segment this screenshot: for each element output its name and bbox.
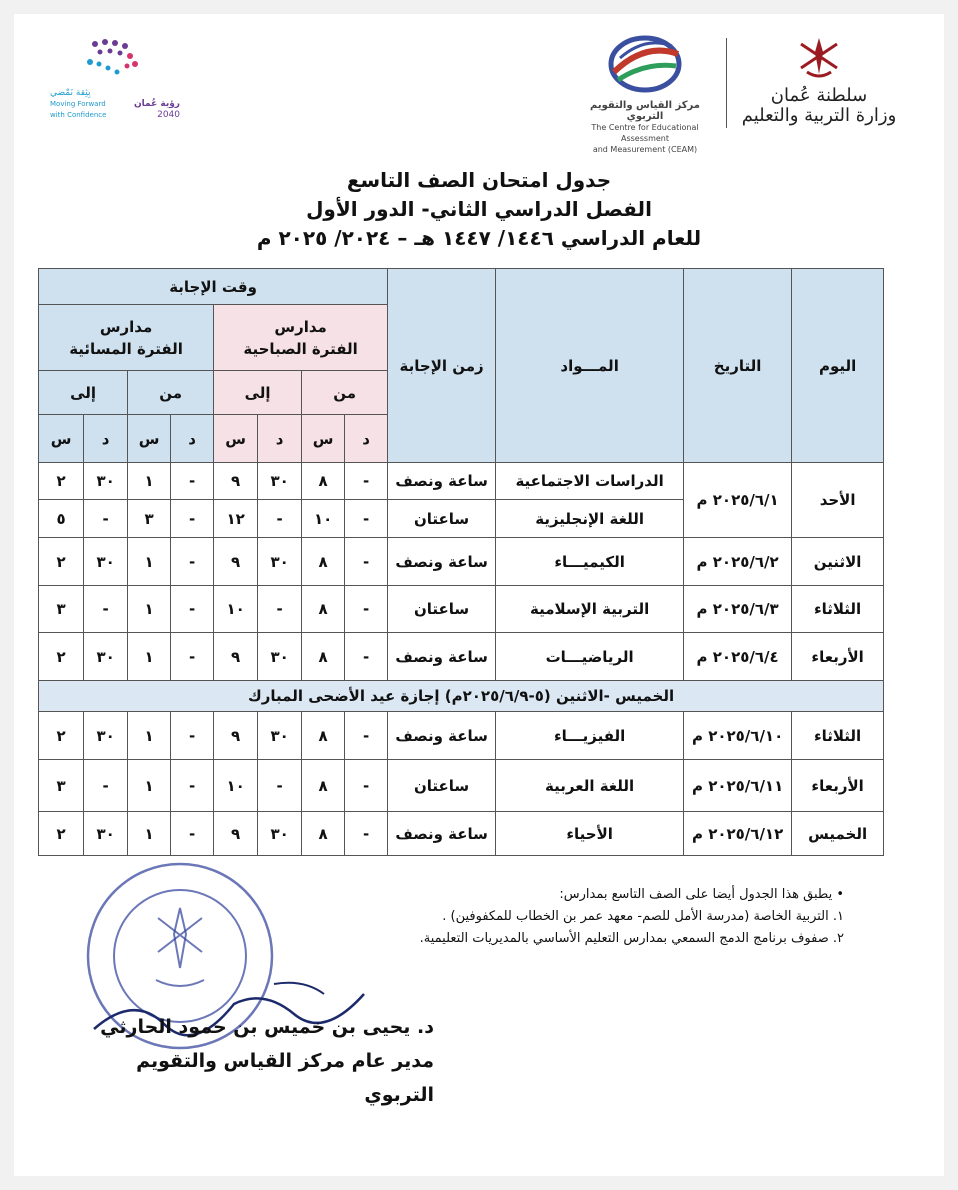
cell-morning-to-minute: - <box>258 760 302 812</box>
cell-date: ٢٠٢٥/٦/٤ م <box>684 633 792 681</box>
header-evening-from: من <box>128 371 214 415</box>
cell-morning-from-minute: - <box>345 712 388 760</box>
cell-subject: الفيزيـــاء <box>496 712 684 760</box>
cell-evening-to-hour: ٢ <box>39 633 84 681</box>
cell-morning-from-hour: ٨ <box>302 538 345 586</box>
cell-evening-from-minute: - <box>171 538 214 586</box>
cell-evening-to-hour: ٢ <box>39 463 84 500</box>
vision-tagline-ar: بِثِقة نَمْضي <box>50 88 91 98</box>
cell-day: الثلاثاء <box>792 586 884 633</box>
ceam-name-en-1: The Centre for Educational Assessment <box>591 123 699 143</box>
note-line-1: • يطبق هذا الجدول أيضا على الصف التاسع بمدارس: <box>559 887 844 902</box>
cell-evening-to-minute: ٣٠ <box>84 712 128 760</box>
cell-duration: ساعتان <box>388 500 496 538</box>
cell-duration: ساعة ونصف <box>388 812 496 856</box>
vision-dots-icon <box>75 34 155 84</box>
title-line-1: جدول امتحان الصف التاسع <box>346 168 612 192</box>
signatory-name: د. يحيى بن خميس بن حمود الحارثي <box>100 1016 434 1038</box>
cell-morning-to-hour: ٩ <box>214 812 258 856</box>
header-hour: س <box>39 415 84 463</box>
header-duration: زمن الإجابة <box>388 269 496 463</box>
table-row <box>39 760 884 812</box>
holiday-notice: الخميس -الاثنين (٥-٢٠٢٥/٦/٩م) إجازة عيد الأضحى المبارك <box>39 681 884 712</box>
cell-subject: اللغة الإنجليزية <box>496 500 684 538</box>
exam-schedule-table <box>38 268 884 856</box>
header-minute: د <box>345 415 388 463</box>
cell-evening-to-minute: ٣٠ <box>84 812 128 856</box>
cell-morning-to-hour: ٩ <box>214 712 258 760</box>
header-morning-from: من <box>302 371 388 415</box>
header-minute: د <box>84 415 128 463</box>
vision-tagline-en-2: with Confidence <box>50 111 107 119</box>
table-row <box>39 812 884 856</box>
cell-evening-to-hour: ٢ <box>39 812 84 856</box>
cell-day: الأربعاء <box>792 760 884 812</box>
notes <box>284 884 844 950</box>
cell-evening-to-minute: - <box>84 760 128 812</box>
cell-date: ٢٠٢٥/٦/١٢ م <box>684 812 792 856</box>
cell-subject: الأحياء <box>496 812 684 856</box>
header-subject: المـــواد <box>496 269 684 463</box>
cell-morning-to-hour: ٩ <box>214 538 258 586</box>
title-line-2: الفصل الدراسي الثاني- الدور الأول <box>306 197 652 221</box>
cell-evening-from-hour: ١ <box>128 463 171 500</box>
cell-morning-to-minute: ٣٠ <box>258 812 302 856</box>
cell-duration: ساعة ونصف <box>388 633 496 681</box>
cell-subject: الرياضيـــات <box>496 633 684 681</box>
cell-evening-from-minute: - <box>171 500 214 538</box>
title-line-3: للعام الدراسي ١٤٤٦/ ١٤٤٧ هـ – ٢٠٢٤/ ٢٠٢٥ م <box>256 226 702 250</box>
cell-morning-from-hour: ٨ <box>302 812 345 856</box>
cell-evening-to-minute: - <box>84 500 128 538</box>
cell-date: ٢٠٢٥/٦/٢ م <box>684 538 792 586</box>
header-hour: س <box>302 415 345 463</box>
table-row <box>39 712 884 760</box>
cell-evening-to-hour: ٣ <box>39 760 84 812</box>
cell-day: الثلاثاء <box>792 712 884 760</box>
header-minute: د <box>171 415 214 463</box>
cell-morning-from-minute: - <box>345 586 388 633</box>
cell-date: ٢٠٢٥/٦/١١ م <box>684 760 792 812</box>
cell-morning-to-hour: ٩ <box>214 463 258 500</box>
cell-morning-from-hour: ٨ <box>302 633 345 681</box>
cell-evening-from-minute: - <box>171 586 214 633</box>
cell-duration: ساعة ونصف <box>388 463 496 500</box>
header-hour: س <box>214 415 258 463</box>
ceam-logo <box>570 32 720 155</box>
cell-evening-from-hour: ٣ <box>128 500 171 538</box>
cell-duration: ساعة ونصف <box>388 538 496 586</box>
cell-morning-to-minute: ٣٠ <box>258 633 302 681</box>
note-line-2: ١. التربية الخاصة (مدرسة الأمل للصم- معهد عمر بن الخطاب للمكفوفين) . <box>442 909 844 924</box>
cell-day: الأربعاء <box>792 633 884 681</box>
cell-day: الخميس <box>792 812 884 856</box>
cell-evening-from-minute: - <box>171 812 214 856</box>
cell-evening-from-hour: ١ <box>128 633 171 681</box>
cell-date: ٢٠٢٥/٦/٣ م <box>684 586 792 633</box>
note-line-3: ٢. صفوف برنامج الدمج السمعي بمدارس التعليم الأساسي بالمديريات التعليمية. <box>419 931 844 946</box>
cell-evening-from-hour: ١ <box>128 812 171 856</box>
header-divider <box>726 38 727 128</box>
table-row <box>39 538 884 586</box>
cell-evening-to-minute: - <box>84 586 128 633</box>
cell-duration: ساعتان <box>388 586 496 633</box>
cell-morning-from-minute: - <box>345 538 388 586</box>
cell-evening-from-hour: ١ <box>128 712 171 760</box>
header-date: التاريخ <box>684 269 792 463</box>
cell-morning-to-hour: ١٠ <box>214 760 258 812</box>
header-answer-time: وقت الإجابة <box>39 269 388 305</box>
cell-subject: التربية الإسلامية <box>496 586 684 633</box>
cell-duration: ساعة ونصف <box>388 712 496 760</box>
cell-evening-to-minute: ٣٠ <box>84 633 128 681</box>
ceam-globe-icon <box>600 32 690 96</box>
header-morning-schools: مدارس الفترة الصباحية <box>214 305 388 371</box>
cell-evening-from-minute: - <box>171 463 214 500</box>
cell-evening-from-hour: ١ <box>128 538 171 586</box>
cell-morning-from-hour: ٨ <box>302 760 345 812</box>
cell-evening-to-minute: ٣٠ <box>84 463 128 500</box>
cell-evening-from-hour: ١ <box>128 760 171 812</box>
cell-evening-from-hour: ١ <box>128 586 171 633</box>
cell-evening-from-minute: - <box>171 633 214 681</box>
cell-evening-to-hour: ٥ <box>39 500 84 538</box>
cell-morning-to-hour: ١٢ <box>214 500 258 538</box>
cell-subject: اللغة العربية <box>496 760 684 812</box>
ceam-name-en-2: and Measurement (CEAM) <box>592 145 698 154</box>
cell-evening-to-hour: ٢ <box>39 538 84 586</box>
cell-morning-from-minute: - <box>345 633 388 681</box>
holiday-row <box>39 681 884 712</box>
vision-name-ar: رؤية عُمان <box>134 99 180 109</box>
cell-morning-to-minute: ٣٠ <box>258 712 302 760</box>
document-titles <box>14 166 944 253</box>
cell-morning-from-minute: - <box>345 812 388 856</box>
cell-subject: الدراسات الاجتماعية <box>496 463 684 500</box>
cell-evening-to-hour: ٢ <box>39 712 84 760</box>
cell-morning-to-hour: ٩ <box>214 633 258 681</box>
cell-duration: ساعتان <box>388 760 496 812</box>
vision-2040-logo <box>50 34 180 121</box>
cell-evening-from-minute: - <box>171 712 214 760</box>
vision-year: 2040 <box>157 110 180 120</box>
cell-morning-from-hour: ٨ <box>302 712 345 760</box>
khanjar-emblem-icon <box>789 34 849 82</box>
header-evening-to: إلى <box>39 371 128 415</box>
cell-morning-from-minute: - <box>345 463 388 500</box>
cell-day: الاثنين <box>792 538 884 586</box>
cell-morning-from-hour: ٨ <box>302 463 345 500</box>
signature-block <box>84 1010 434 1112</box>
cell-morning-from-minute: - <box>345 500 388 538</box>
vision-tagline-en-1: Moving Forward <box>50 100 106 108</box>
table-row <box>39 633 884 681</box>
table-row <box>39 463 884 500</box>
cell-date: ٢٠٢٥/٦/١٠ م <box>684 712 792 760</box>
cell-morning-from-hour: ١٠ <box>302 500 345 538</box>
ceam-name-ar: مركز القياس والتقويم التربوي <box>590 100 700 122</box>
moe-logo <box>734 34 904 126</box>
header-evening-schools: مدارس الفترة المسائية <box>39 305 214 371</box>
cell-morning-to-minute: - <box>258 586 302 633</box>
cell-evening-to-hour: ٣ <box>39 586 84 633</box>
document-page <box>14 14 944 1176</box>
header-minute: د <box>258 415 302 463</box>
header-morning-to: إلى <box>214 371 302 415</box>
cell-morning-from-minute: - <box>345 760 388 812</box>
header-hour: س <box>128 415 171 463</box>
moe-name-line2: وزارة التربية والتعليم <box>741 105 897 126</box>
signatory-title: مدير عام مركز القياس والتقويم التربوي <box>136 1050 434 1106</box>
cell-day: الأحد <box>792 463 884 538</box>
cell-evening-to-minute: ٣٠ <box>84 538 128 586</box>
moe-name-line1: سلطنة عُمان <box>770 85 868 106</box>
table-row <box>39 586 884 633</box>
cell-morning-to-minute: ٣٠ <box>258 463 302 500</box>
cell-morning-from-hour: ٨ <box>302 586 345 633</box>
cell-evening-from-minute: - <box>171 760 214 812</box>
cell-date: ٢٠٢٥/٦/١ م <box>684 463 792 538</box>
cell-subject: الكيميـــاء <box>496 538 684 586</box>
cell-morning-to-hour: ١٠ <box>214 586 258 633</box>
cell-morning-to-minute: - <box>258 500 302 538</box>
header-day: اليوم <box>792 269 884 463</box>
cell-morning-to-minute: ٣٠ <box>258 538 302 586</box>
